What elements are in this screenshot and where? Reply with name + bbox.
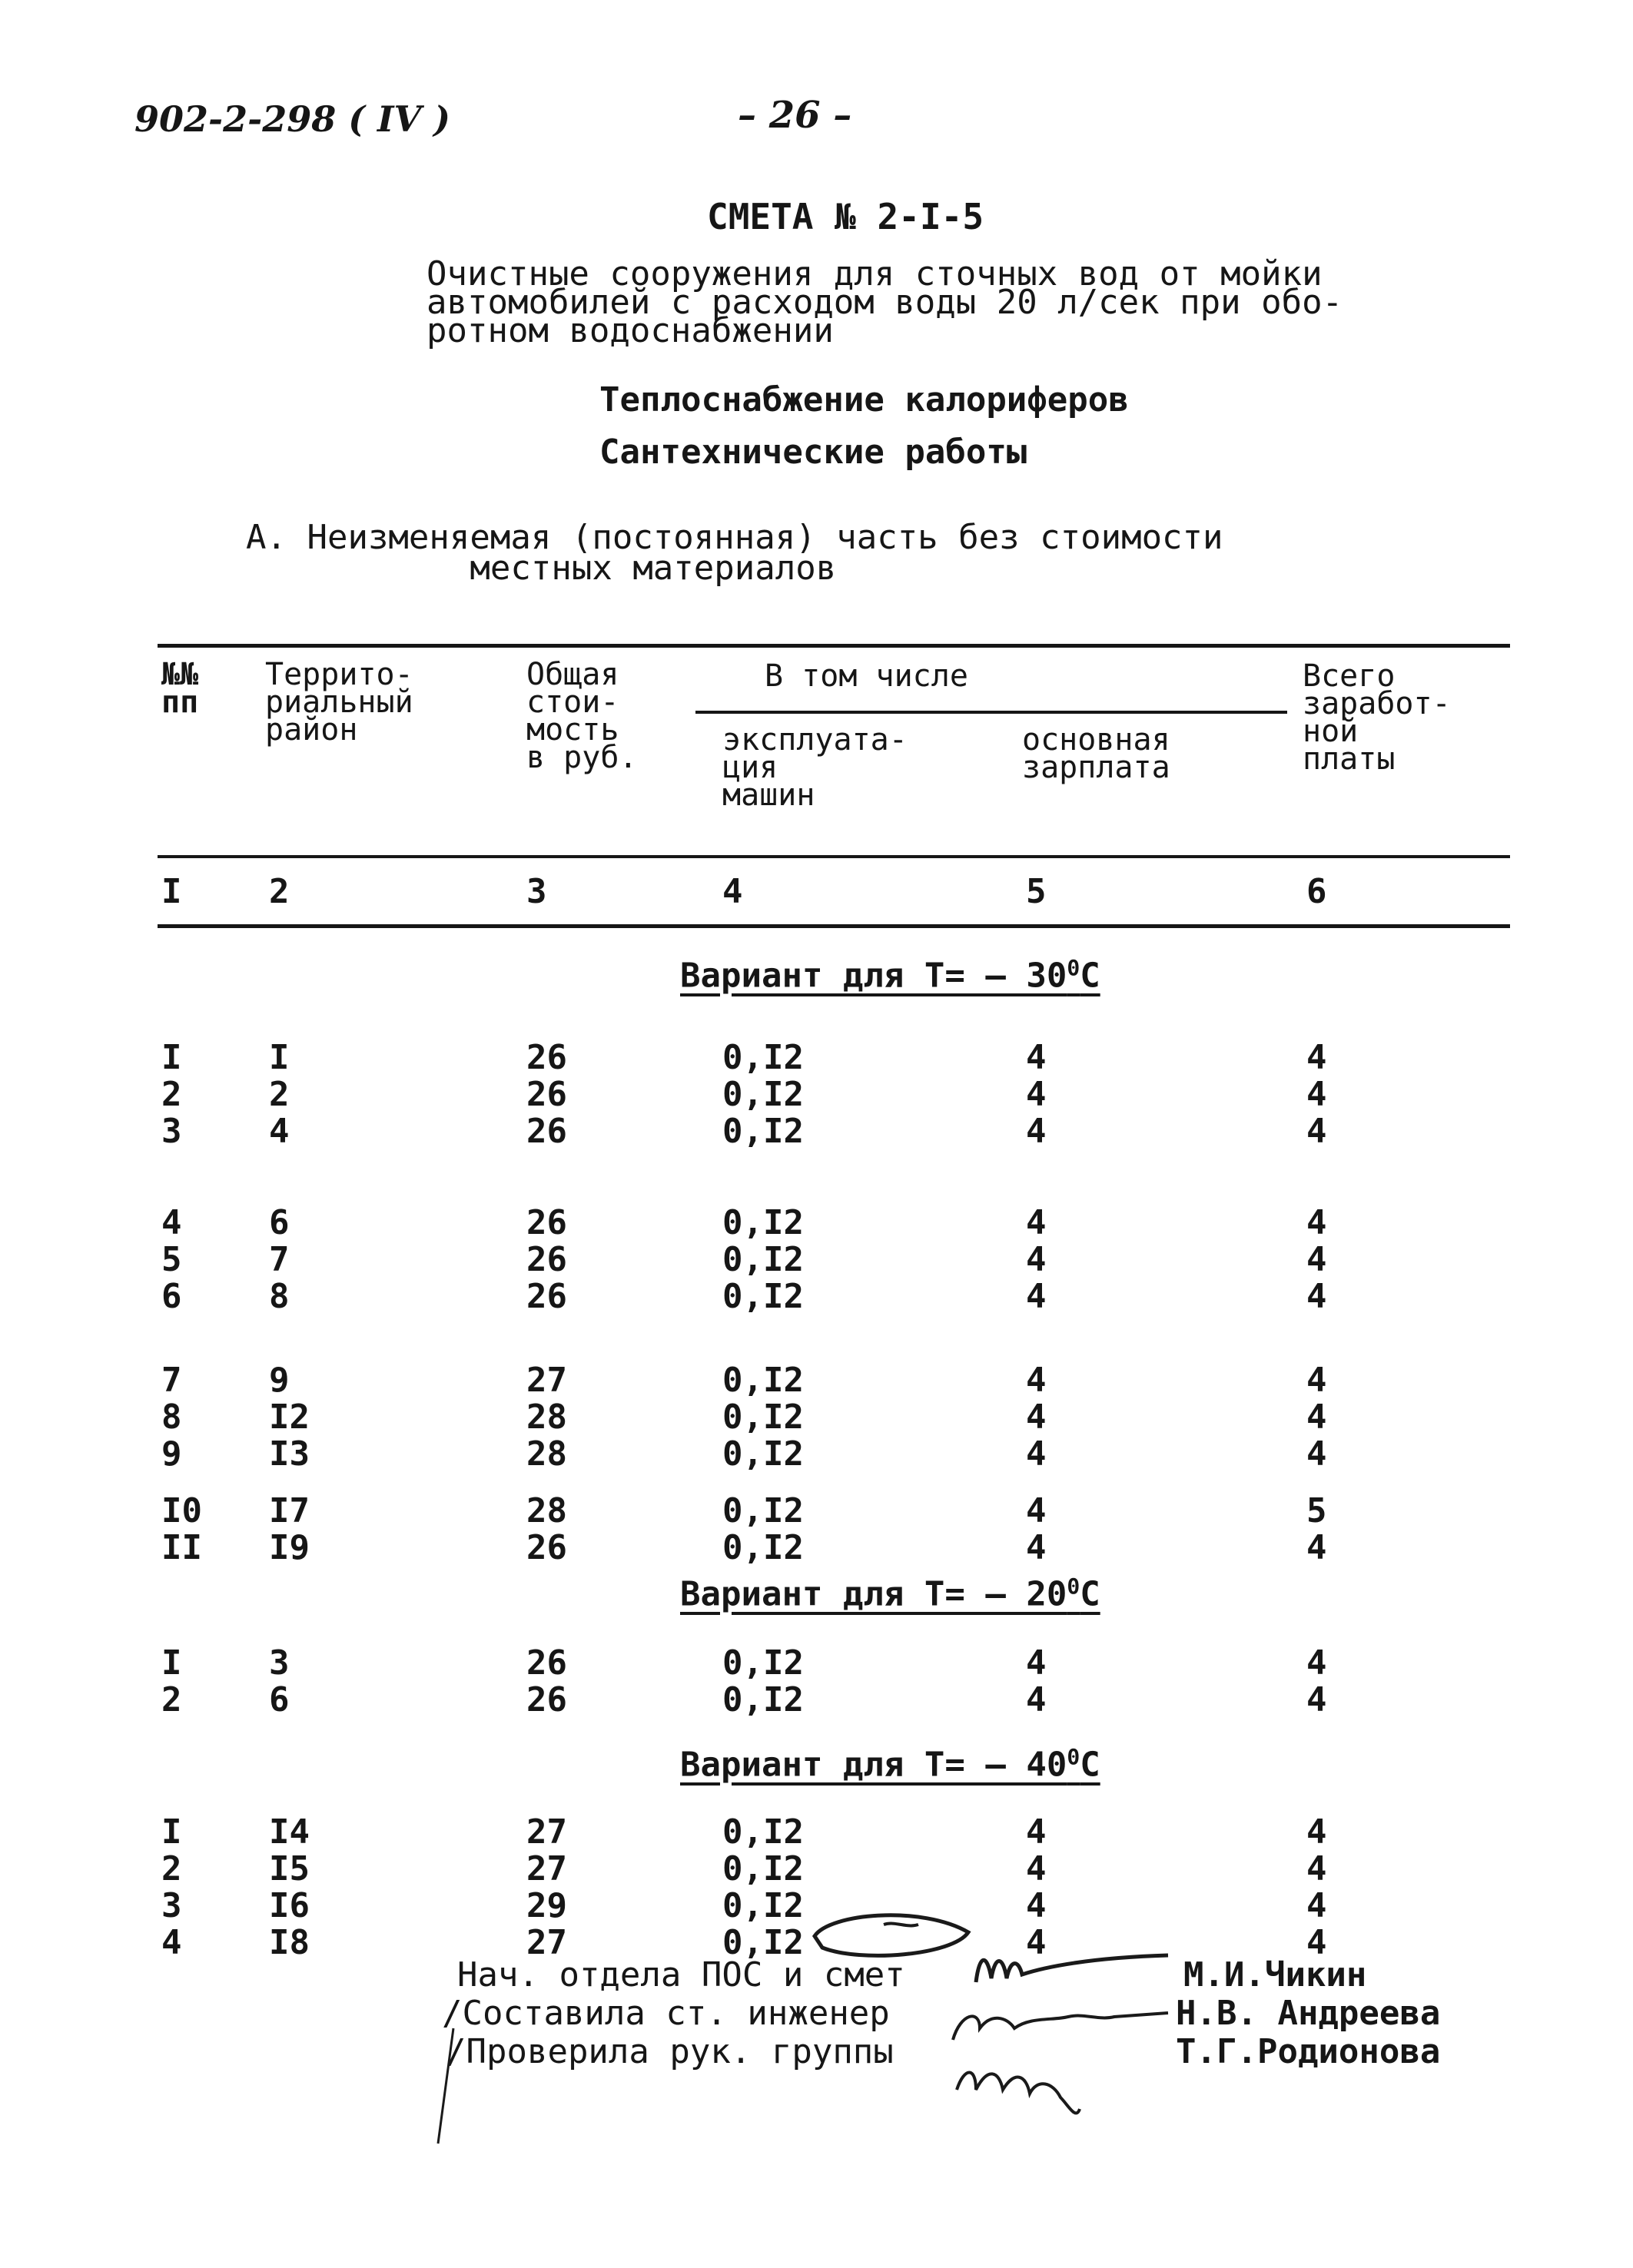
cell-row-number: I [161, 1643, 182, 1683]
cell-base-salary: 4 [1026, 1240, 1047, 1279]
degree-mark: 0 [1067, 1573, 1080, 1599]
cell-machine-operation: 0,I2 [722, 1680, 804, 1719]
variant-label: Вариант для T= – 40 [680, 1745, 1067, 1785]
column-number: 6 [1306, 872, 1327, 911]
cell-district: I5 [269, 1849, 310, 1888]
cell-district: 6 [269, 1680, 290, 1719]
cell-district: I8 [269, 1923, 310, 1962]
cell-total-wages: 4 [1306, 1680, 1327, 1719]
cell-total-cost: 26 [526, 1075, 567, 1114]
cell-machine-operation: 0,I2 [722, 1112, 804, 1151]
cell-total-cost: 28 [526, 1398, 567, 1437]
cell-base-salary: 4 [1026, 1434, 1047, 1474]
column-number: 2 [269, 872, 290, 911]
cell-machine-operation: 0,I2 [722, 1038, 804, 1077]
cell-total-wages: 4 [1306, 1203, 1327, 1242]
cell-total-wages: 4 [1306, 1112, 1327, 1151]
cell-total-cost: 28 [526, 1434, 567, 1474]
cell-base-salary: 4 [1026, 1491, 1047, 1530]
cell-total-cost: 26 [526, 1240, 567, 1279]
cell-machine-operation: 0,I2 [722, 1491, 804, 1530]
temperature-unit: C [1080, 1574, 1100, 1614]
cell-total-wages: 4 [1306, 1361, 1327, 1400]
cell-row-number: II [161, 1528, 202, 1567]
cell-total-wages: 4 [1306, 1849, 1327, 1888]
column-number: I [161, 872, 182, 911]
cell-row-number: 6 [161, 1277, 182, 1316]
cell-total-cost: 26 [526, 1203, 567, 1242]
signer-name-checker: Т.Г.Родионова [1176, 2032, 1441, 2071]
cell-base-salary: 4 [1026, 1528, 1047, 1567]
cell-row-number: 8 [161, 1398, 182, 1437]
cell-row-number: I [161, 1038, 182, 1077]
cell-machine-operation: 0,I2 [722, 1812, 804, 1852]
cell-total-wages: 4 [1306, 1812, 1327, 1852]
cell-base-salary: 4 [1026, 1075, 1047, 1114]
cell-total-cost: 26 [526, 1680, 567, 1719]
cell-total-cost: 26 [526, 1112, 567, 1151]
cell-machine-operation: 0,I2 [722, 1643, 804, 1683]
estimate-description: Очистные сооружения для сточных вод от мойки автомобилей с расходом воды 20 л/сек при обо- ротном водоснабжении [427, 254, 1343, 350]
subtitle-works: Сантехнические работы [599, 433, 1027, 472]
header-group-including: В том числе [765, 658, 968, 694]
temperature-unit: C [1080, 956, 1100, 996]
header-base-salary: основная зарплата [1022, 722, 1170, 785]
header-row-number: №№ пп [161, 657, 199, 720]
signer-role-head: Нач. отдела ПОС и смет [457, 1955, 905, 1994]
cell-district: I4 [269, 1812, 310, 1852]
signer-role-compiler: /Составила ст. инженер [442, 1994, 890, 2033]
cell-machine-operation: 0,I2 [722, 1075, 804, 1114]
variant-heading-minus40 [680, 1744, 1100, 1785]
cell-total-wages: 4 [1306, 1643, 1327, 1683]
cell-district: 6 [269, 1203, 290, 1242]
cell-total-wages: 4 [1306, 1075, 1327, 1114]
cell-total-wages: 4 [1306, 1240, 1327, 1279]
cell-row-number: 2 [161, 1680, 182, 1719]
estimate-title: СМЕТА № 2-I-5 [707, 196, 984, 237]
cell-total-wages: 5 [1306, 1491, 1327, 1530]
cell-district: 8 [269, 1277, 290, 1316]
cell-district: I2 [269, 1398, 310, 1437]
cell-base-salary: 4 [1026, 1112, 1047, 1151]
page-number: – 26 – [738, 94, 852, 137]
header-total-wages: Всего заработ- ной платы [1303, 658, 1451, 777]
cell-total-cost: 27 [526, 1923, 567, 1962]
header-machine-operation: эксплуата- ция машин [722, 722, 908, 813]
cell-machine-operation: 0,I2 [722, 1240, 804, 1279]
cell-base-salary: 4 [1026, 1398, 1047, 1437]
cell-total-cost: 27 [526, 1812, 567, 1852]
cell-machine-operation: 0,I2 [722, 1886, 804, 1925]
cell-base-salary: 4 [1026, 1038, 1047, 1077]
cell-district: I9 [269, 1528, 310, 1567]
cell-district: I [269, 1038, 290, 1077]
column-number: 5 [1026, 872, 1047, 911]
column-number: 3 [526, 872, 547, 911]
cell-total-cost: 28 [526, 1491, 567, 1530]
cell-row-number: 5 [161, 1240, 182, 1279]
document-code: 902-2-298 ( IV ) [134, 98, 451, 140]
cell-row-number: 9 [161, 1434, 182, 1474]
cell-row-number: 7 [161, 1361, 182, 1400]
cell-base-salary: 4 [1026, 1680, 1047, 1719]
cell-machine-operation: 0,I2 [722, 1434, 804, 1474]
cell-district: 3 [269, 1643, 290, 1683]
temperature-unit: C [1080, 1745, 1100, 1785]
cell-machine-operation: 0,I2 [722, 1528, 804, 1567]
cell-total-cost: 26 [526, 1528, 567, 1567]
cell-district: I3 [269, 1434, 310, 1474]
cell-total-wages: 4 [1306, 1398, 1327, 1437]
cell-total-cost: 27 [526, 1849, 567, 1888]
cell-base-salary: 4 [1026, 1643, 1047, 1683]
cell-total-cost: 26 [526, 1277, 567, 1316]
cell-total-wages: 4 [1306, 1528, 1327, 1567]
column-number: 4 [722, 872, 743, 911]
cell-base-salary: 4 [1026, 1812, 1047, 1852]
cell-district: 2 [269, 1075, 290, 1114]
variant-heading-minus20 [680, 1573, 1100, 1614]
cell-row-number: 2 [161, 1075, 182, 1114]
cell-total-wages: 4 [1306, 1923, 1327, 1962]
cell-total-cost: 26 [526, 1038, 567, 1077]
cell-row-number: 2 [161, 1849, 182, 1888]
cell-total-wages: 4 [1306, 1277, 1327, 1316]
cell-base-salary: 4 [1026, 1849, 1047, 1888]
part-title: А. Неизменяемая (постоянная) часть без стоимости местных материалов [246, 518, 1223, 588]
table-header-rule [158, 855, 1510, 858]
variant-heading-minus30 [680, 955, 1100, 996]
cell-row-number: I [161, 1812, 182, 1852]
cell-row-number: 3 [161, 1112, 182, 1151]
degree-mark: 0 [1067, 1744, 1080, 1769]
cell-row-number: 4 [161, 1203, 182, 1242]
cell-row-number: 4 [161, 1923, 182, 1962]
degree-mark: 0 [1067, 955, 1080, 980]
cell-machine-operation: 0,I2 [722, 1849, 804, 1888]
cell-district: I6 [269, 1886, 310, 1925]
cell-machine-operation: 0,I2 [722, 1277, 804, 1316]
cell-total-cost: 27 [526, 1361, 567, 1400]
cell-district: 9 [269, 1361, 290, 1400]
cell-district: 7 [269, 1240, 290, 1279]
subtitle-heating: Теплоснабжение калориферов [599, 380, 1129, 419]
cell-row-number: 3 [161, 1886, 182, 1925]
cell-total-cost: 26 [526, 1643, 567, 1683]
table-group-rule [695, 711, 1287, 714]
signer-name-compiler: Н.В. Андреева [1176, 1994, 1441, 2033]
header-total-cost: Общая стои- мость в руб. [526, 657, 638, 775]
cell-base-salary: 4 [1026, 1886, 1047, 1925]
cell-district: 4 [269, 1112, 290, 1151]
cell-total-wages: 4 [1306, 1038, 1327, 1077]
signer-role-checker: /Проверила рук. группы [446, 2032, 894, 2071]
cell-total-wages: 4 [1306, 1434, 1327, 1474]
cell-base-salary: 4 [1026, 1277, 1047, 1316]
variant-label: Вариант для T= – 20 [680, 1574, 1067, 1614]
header-territorial-district: Террито- риальный район [265, 657, 413, 748]
cell-machine-operation: 0,I2 [722, 1203, 804, 1242]
cell-base-salary: 4 [1026, 1203, 1047, 1242]
table-colnum-rule [158, 924, 1510, 928]
cell-total-cost: 29 [526, 1886, 567, 1925]
cell-row-number: I0 [161, 1491, 202, 1530]
table-top-rule [158, 644, 1510, 648]
cell-machine-operation: 0,I2 [722, 1361, 804, 1400]
cell-district: I7 [269, 1491, 310, 1530]
signer-name-head: М.И.Чикин [1183, 1955, 1367, 1994]
cell-base-salary: 4 [1026, 1923, 1047, 1962]
cell-base-salary: 4 [1026, 1361, 1047, 1400]
cell-machine-operation: 0,I2 [722, 1398, 804, 1437]
variant-label: Вариант для T= – 30 [680, 956, 1067, 996]
cell-total-wages: 4 [1306, 1886, 1327, 1925]
cell-machine-operation: 0,I2 [722, 1923, 804, 1962]
